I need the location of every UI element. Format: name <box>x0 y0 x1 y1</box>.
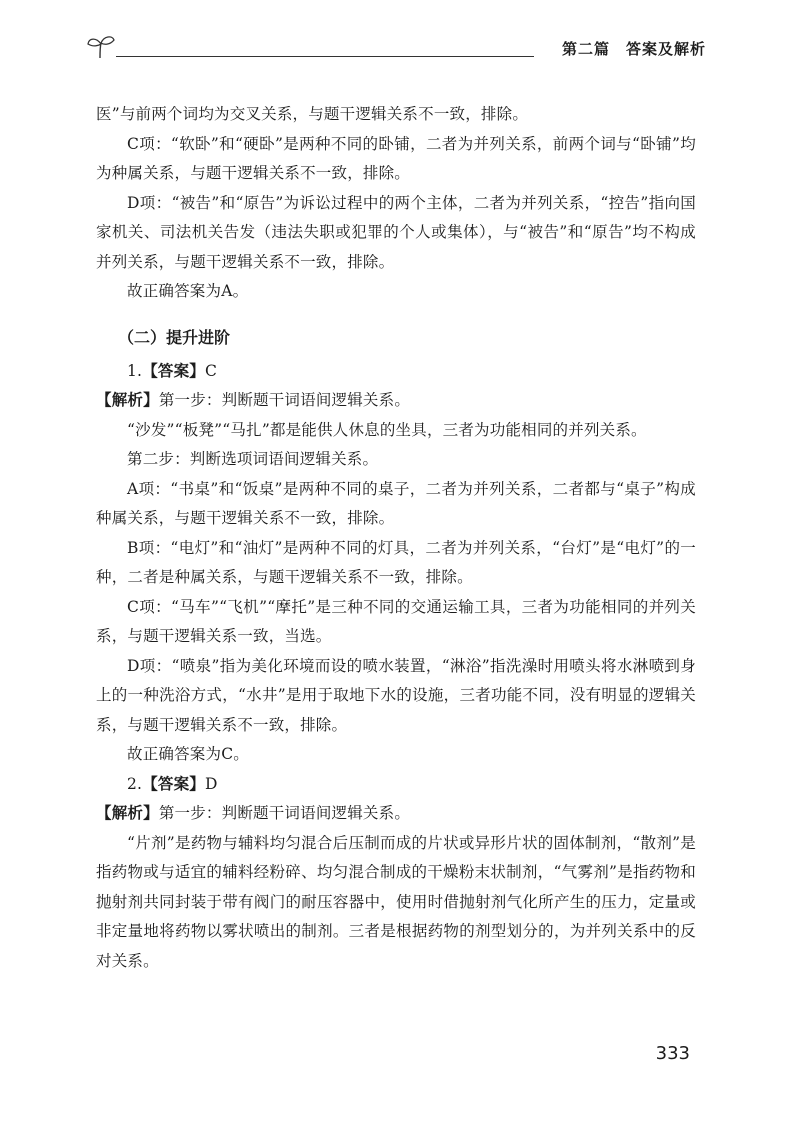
page-content <box>96 100 696 976</box>
paragraph: A项：“书桌”和“饭桌”是两种不同的桌子，二者为并列关系，二者都与“桌子”构成种属关系，与题干逻辑关系不一致，排除。 <box>96 479 696 527</box>
page-header <box>86 30 706 66</box>
q2-analysis-first: 第一步：判断题干词语间逻辑关系。 <box>158 804 411 822</box>
header-rule <box>116 56 534 57</box>
paragraph: 故正确答案为C。 <box>127 745 249 763</box>
q1-analysis-line <box>96 386 696 416</box>
header-title: 第二篇 答案及解析 <box>561 40 706 58</box>
sprout-icon <box>86 34 116 60</box>
paragraph: D项：“喷泉”指为美化环境而设的喷水装置，“淋浴”指洗澡时用喷头将水淋喷到身上的一种洗浴方式，“水井”是用于取地下水的设施，三者功能不同，没有明显的逻辑关系，与题干逻辑关系不一致，排除。 <box>96 656 696 734</box>
q1-analysis-label: 【解析】 <box>96 391 159 409</box>
q2-analysis-line <box>96 799 696 829</box>
q2-number: 2. <box>127 774 143 793</box>
q1-analysis-first: 第一步：判断题干词语间逻辑关系。 <box>158 391 411 409</box>
q2-answer-label: 【答案】 <box>142 774 206 793</box>
paragraph: C项：“软卧”和“硬卧”是两种不同的卧铺，二者为并列关系，前两个词与“卧铺”均为种属关系，与题干逻辑关系不一致，排除。 <box>96 134 696 182</box>
section-title: （二）提升进阶 <box>118 327 231 347</box>
paragraph: “片剂”是药物与辅料均匀混合后压制而成的片状或异形片状的固体制剂，“散剂”是指药物或与适宜的辅料经粉碎、均匀混合制成的干燥粉末状制剂，“气雾剂”是指药物和抛射剂共同封装于带有阀门的耐压容器中，使用时借抛射剂气化所产生的压力，定量或非定量地将药物以雾状喷出的制剂。三者是根据药物的剂型划分的，为并列关系中的反对关系。 <box>96 833 696 970</box>
paragraph: 故正确答案为A。 <box>127 282 249 300</box>
paragraph: 第二步：判断选项词语间逻辑关系。 <box>127 450 379 468</box>
q1-answer-line <box>96 357 696 387</box>
paragraph: 医”与前两个词均为交叉关系，与题干逻辑关系不一致，排除。 <box>96 105 529 123</box>
paragraph: “沙发”“板凳”“马扎”都是能供人休息的坐具，三者为功能相同的并列关系。 <box>127 420 647 439</box>
page-number: 333 <box>655 1043 690 1064</box>
q2-answer-line <box>96 770 696 800</box>
q1-answer: C <box>205 361 218 380</box>
q2-answer: D <box>205 774 218 793</box>
paragraph: C项：“马车”“飞机”“摩托”是三种不同的交通运输工具，三者为功能相同的并列关系，与题干逻辑关系一致，当选。 <box>96 597 696 645</box>
q2-analysis-label: 【解析】 <box>96 804 159 822</box>
paragraph: B项：“电灯”和“油灯”是两种不同的灯具，二者为并列关系，“台灯”是“电灯”的一种，二者是种属关系，与题干逻辑关系不一致，排除。 <box>96 538 696 586</box>
q1-number: 1. <box>127 361 143 380</box>
q1-answer-label: 【答案】 <box>142 361 206 380</box>
paragraph: D项：“被告”和“原告”为诉讼过程中的两个主体，二者为并列关系，“控告”指向国家机关、司法机关告发（违法失职或犯罪的个人或集体），与“被告”和“原告”均不构成并列关系，与题干逻辑关系不一致，排除。 <box>96 193 696 271</box>
